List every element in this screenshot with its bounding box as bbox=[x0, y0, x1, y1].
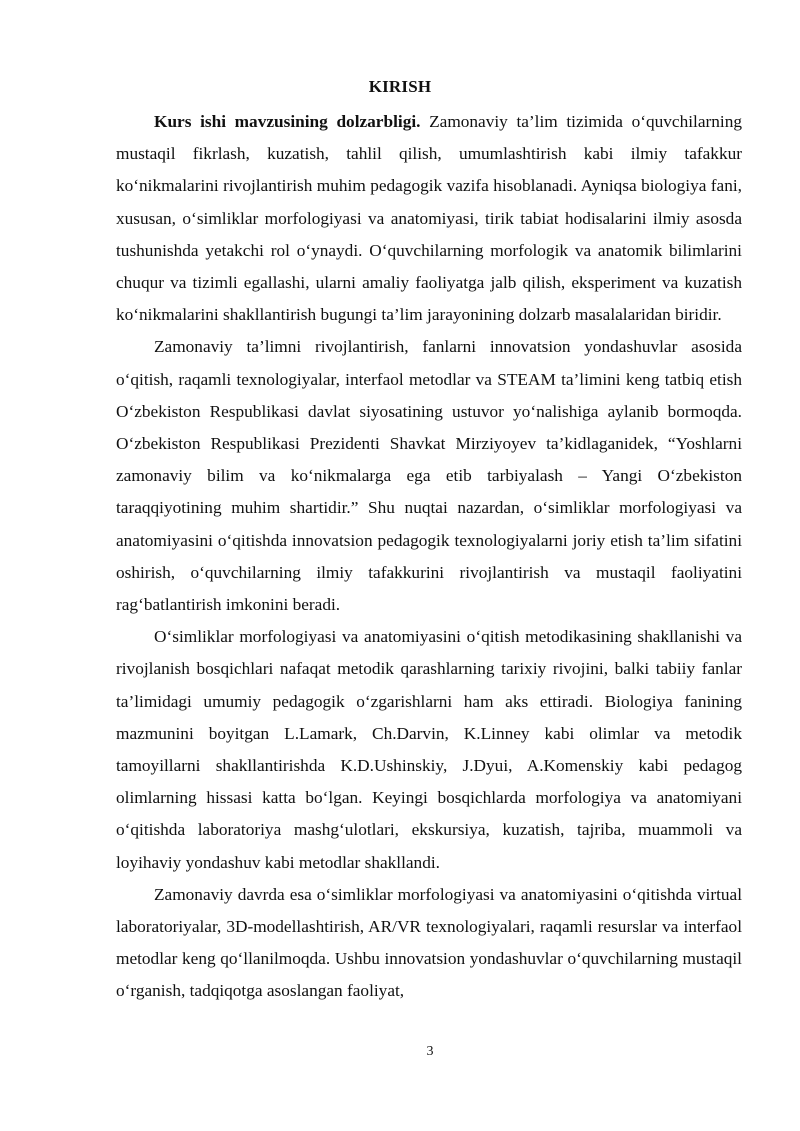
paragraph-modern-technologies: Zamonaviy davrda esa o‘simliklar morfologiyasi va anatomiyasini o‘qitishda virtual laboratoriyalar, 3D-modellashtirish, AR/VR texnologiyalari, raqamli resurslar va interfaol metodlar keng qo‘llanilmoqda. Ushbu innovatsion yondashuvlar o‘quvchilarning mustaqil o‘rganish, tadqiqotga asoslangan faoliyat, bbox=[116, 884, 742, 1001]
paragraph-text: Zamonaviy ta’lim tizimida o‘quvchilarning mustaqil fikrlash, kuzatish, tahlil qilish, umumlashtirish kabi ilmiy tafakkur ko‘nikmalarini rivojlantirish muhim pedagogik vazifa hisoblanadi. Ayniqsa biologiya fani, xususan, o‘simliklar morfologiyasi va anatomiyasi, tirik tabiat hodisalarini ilmiy asosda tushunishda yetakchi rol o‘ynaydi. O‘quvchilarning morfologik va anatomik bilimlarini chuqur va tizimli egallashi, ularni amaliy faoliyatga jalb qilish, eksperiment va kuzatish ko‘nikmalarini shakllantirish bugungi ta’lim jarayonining dolzarb masalalaridan biridir. bbox=[116, 112, 742, 325]
body-text bbox=[116, 106, 742, 1008]
paragraph-modern-education: Zamonaviy ta’limni rivojlantirish, fanlarni innovatsion yondashuvlar asosida o‘qitish, raqamli texnologiyalar, interfaol metodlar va STEAM ta’limini keng tatbiq etish O‘zbekiston Respublikasi davlat siyosatining ustuvor yo‘nalishiga aylanib bormoqda. O‘zbekiston Respublikasi Prezidenti Shavkat Mirziyoyev ta’kidlaganidek, “Yoshlarni zamonaviy bilim va ko‘nikmalarga ega etib tarbiyalash – Yangi O‘zbekiston taraqqiyotining muhim shartidir.” Shu nuqtai nazardan, o‘simliklar morfologiyasi va anatomiyasini o‘qitishda innovatsion pedagogik texnologiyalarni joriy etish ta’lim sifatini oshirish, o‘quvchilarning ilmiy tafakkurini rivojlantirish va mustaqil faoliyatini rag‘batlantirish imkonini beradi. bbox=[116, 337, 742, 615]
section-title: KIRISH bbox=[368, 77, 432, 96]
paragraph-lead: Kurs ishi mavzusining dolzarbligi. bbox=[154, 112, 421, 131]
paragraph-relevance bbox=[116, 106, 742, 331]
paragraph-methodology-history: O‘simliklar morfologiyasi va anatomiyasini o‘qitish metodikasining shakllanishi va rivojlanish bosqichlari nafaqat metodik qarashlarning tarixiy rivojini, balki tabiiy fanlar ta’limidagi umumiy pedagogik o‘zgarishlarni ham aks ettiradi. Biologiya fanining mazmunini boyitgan L.Lamark, Ch.Darvin, K.Linney kabi olimlar va metodik tamoyillarni shakllantirishda K.D.Ushinskiy, J.Dyui, A.Komenskiy kabi pedagog olimlarning hissasi katta bo‘lgan. Keyingi bosqichlarda morfologiya va anatomiyani o‘qitishda laboratoriya mashg‘ulotlari, ekskursiya, kuzatish, tajriba, muammoli va loyihaviy yondashuv kabi metodlar shakllandi. bbox=[116, 627, 742, 872]
page-number: 3 bbox=[426, 1044, 434, 1059]
